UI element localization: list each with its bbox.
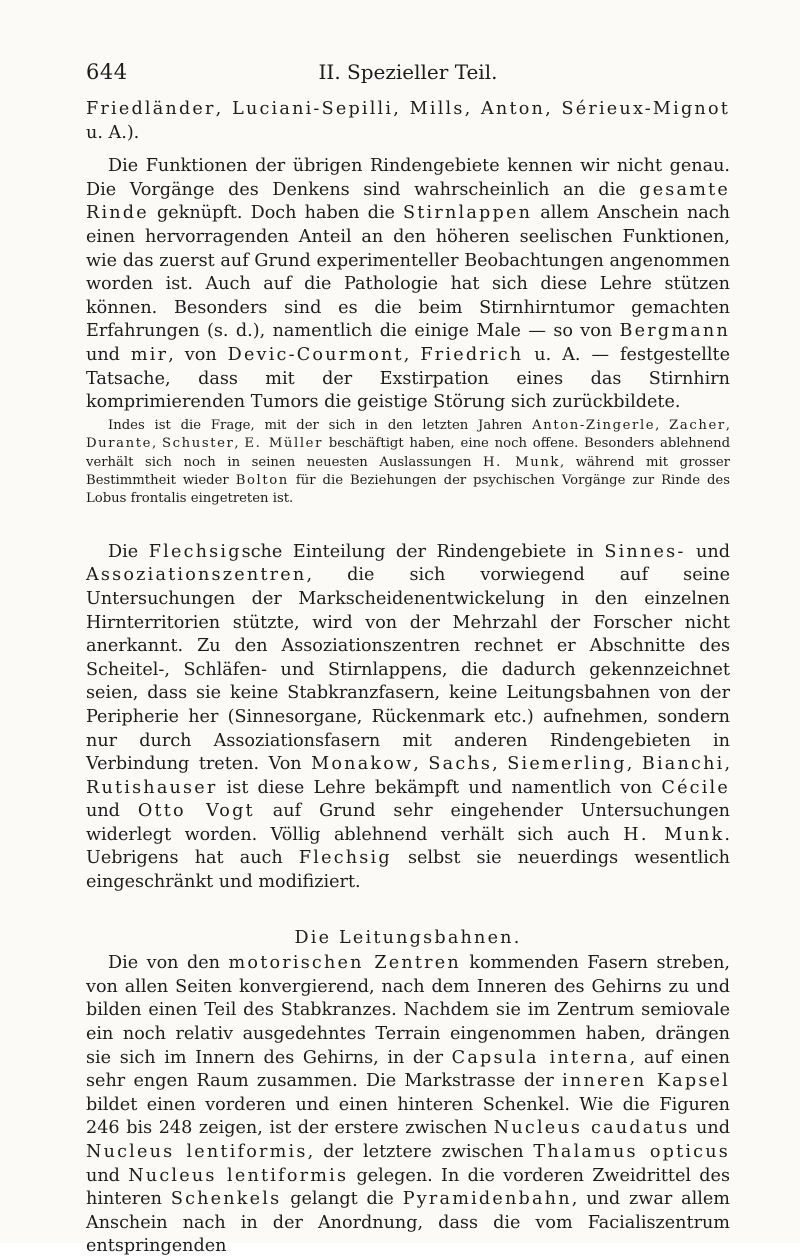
- author-name: Sachs: [428, 754, 493, 775]
- author-name: Sérieux-Mignot: [561, 99, 731, 119]
- author-name: Otto Vogt: [137, 801, 255, 822]
- author-name: Schuster: [162, 436, 235, 452]
- page-header: [86, 60, 730, 88]
- author-name: Durante: [86, 436, 153, 452]
- author-name: Rutishauser: [86, 777, 218, 798]
- emphasis: inneren Kapsel: [562, 1071, 731, 1092]
- author-name: Friedrich: [420, 344, 524, 365]
- author-name: mir: [130, 344, 169, 365]
- emphasis: motorischen Zentren: [228, 953, 461, 974]
- emphasis: Thalamus opticus: [533, 1142, 730, 1162]
- emphasis: Nucleus lentiformis: [86, 1142, 308, 1162]
- author-name: Anton-Zingerle: [532, 417, 656, 433]
- emphasis: Stirnlappen: [403, 203, 533, 224]
- emphasis: Nucleus caudatus: [493, 1118, 690, 1139]
- emphasis: Capsula interna: [451, 1047, 630, 1068]
- author-name: Bergmann: [619, 321, 730, 342]
- body-text: [86, 98, 730, 1259]
- author-name: Bolton: [235, 472, 289, 488]
- section-heading: Die Leitungsbahnen.: [294, 927, 522, 948]
- emphasis: Assoziationszentren: [86, 565, 307, 586]
- paragraph-leitungsbahnen: Die von den motorischen Zentren kommenden Fasern streben, von allen Seiten konvergierend, nach dem Inneren des Gehirns zu und bilden einen Teil des Stabkranzes. Nachdem sie im Zentrum semiovale ein noch relativ ausgedehntes Terrain eingenommen haben, drängen sie sich im Innern des Gehirns, in der Capsula interna, auf einen sehr engen Raum zusammen. Die Markstrasse der inneren Kapsel bildet einen vorderen und einen hinteren Schenkel. Wie die Figuren 246 bis 248 zeigen, ist der erstere zwischen Nucleus caudatus und Nucleus lentiformis, der letztere zwischen Thalamus opticus und Nucleus lentiformis gelegen. In die vorderen Zweidrittel des hinteren Schenkels gelangt die Pyramidenbahn, und zwar allem Anschein nach in der Anordnung, dass die vom Facialiszentrum entspringenden: [86, 953, 731, 1257]
- author-name: Cécile: [661, 777, 730, 798]
- author-name: Monakow: [311, 754, 414, 775]
- author-name: Devic-Courmont: [227, 344, 404, 365]
- author-name: Bianchi: [641, 754, 725, 775]
- emphasis: Schenkels: [170, 1189, 282, 1210]
- author-name: Flechsig: [148, 541, 242, 562]
- spacer: [86, 895, 730, 927]
- paragraph-functions: Die Funktionen der übrigen Rindengebiete kennen wir nicht genau. Die Vorgänge des Denkens sind wahrscheinlich an die gesamte Rinde geknüpft. Doch haben die Stirnlappen allem Anschein nach einen hervorragenden Anteil an den höheren seelischen Funktionen, wie das zuerst auf Grund experimenteller Beobachtungen angenommen worden ist. Auch auf die Pathologie hat sich diese Lehre stützen können. Besonders sind es die beim Stirnhirntumor gemachten Erfahrungen (s. d.), namentlich die einige Male — so von Bergmann und mir, von Devic-Courmont, Friedrich u. A. — festgestellte Tatsache, dass mit der Exstirpation eines das Stirnhirn komprimierenden Tumors die geistige Störung sich zurückbildete.: [86, 156, 730, 413]
- author-name: Mills: [409, 99, 465, 119]
- spacer: [86, 145, 730, 155]
- author-name: Siemerling: [507, 754, 627, 775]
- author-name: Friedländer: [86, 99, 216, 119]
- spacer: [86, 509, 730, 541]
- author-name: Flechsig: [298, 848, 392, 869]
- emphasis: gesamte Rinde: [86, 179, 730, 224]
- paragraph-flechsig: Die Flechsigsche Einteilung der Rindengebiete in Sinnes- und Assoziationszentren, die sich vorwiegend auf seine Untersuchungen der Markscheidenentwickelung in den einzelnen Hirnterritorien stützte, wird von der Mehrzahl der Forscher nicht anerkannt. Zu den Assoziationszentren rechnet er Abschnitte des Scheitel-, Schläfen- und Stirnlappens, die dadurch gekennzeichnet seien, dass sie keine Stabkranzfasern, keine Leitungsbahnen von der Peripherie her (Sinnesorgane, Rückenmark etc.) aufnehmen, sondern nur durch Assoziationsfasern mit anderen Rindengebieten in Verbindung treten. Von Monakow, Sachs, Siemerling, Bianchi, Rutishauser ist diese Lehre bekämpft und namentlich von Cécile und Otto Vogt auf Grund sehr eingehender Untersuchungen widerlegt worden. Völlig ablehnend verhält sich auch H. Munk. Uebrigens hat auch Flechsig selbst sie neuerdings wesentlich eingeschränkt und modifiziert.: [86, 541, 731, 893]
- author-name: H. Munk: [623, 824, 725, 845]
- author-name: H. Munk: [483, 454, 560, 470]
- paragraph-continuation: Friedländer, Luciani-Sepilli, Mills, Anton, Sérieux-Mignot u. A.).: [86, 99, 731, 143]
- running-head: II. Spezieller Teil.: [318, 60, 498, 84]
- author-name: E. Müller: [244, 436, 323, 452]
- emphasis: Sinnes-: [604, 541, 686, 562]
- author-name: Anton: [481, 99, 546, 119]
- emphasis: Pyramidenbahn: [402, 1189, 572, 1210]
- page-number: 644: [86, 60, 128, 84]
- emphasis: Nucleus lentiformis: [128, 1165, 349, 1186]
- paragraph-smallprint: Indes ist die Frage, mit der sich in den letzten Jahren Anton-Zingerle, Zacher, Durante, Schuster, E. Müller beschäftigt haben, eine noch offene. Besonders ablehnend verhält sich noch in seinen neuesten Auslassungen H. Munk, während mit grosser Bestimmtheit wieder Bolton für die Beziehungen der psychischen Vorgänge zur Rinde des Lobus frontalis eingetreten ist.: [86, 417, 731, 507]
- author-name: Zacher: [669, 417, 726, 433]
- author-name: Luciani-Sepilli: [232, 99, 394, 119]
